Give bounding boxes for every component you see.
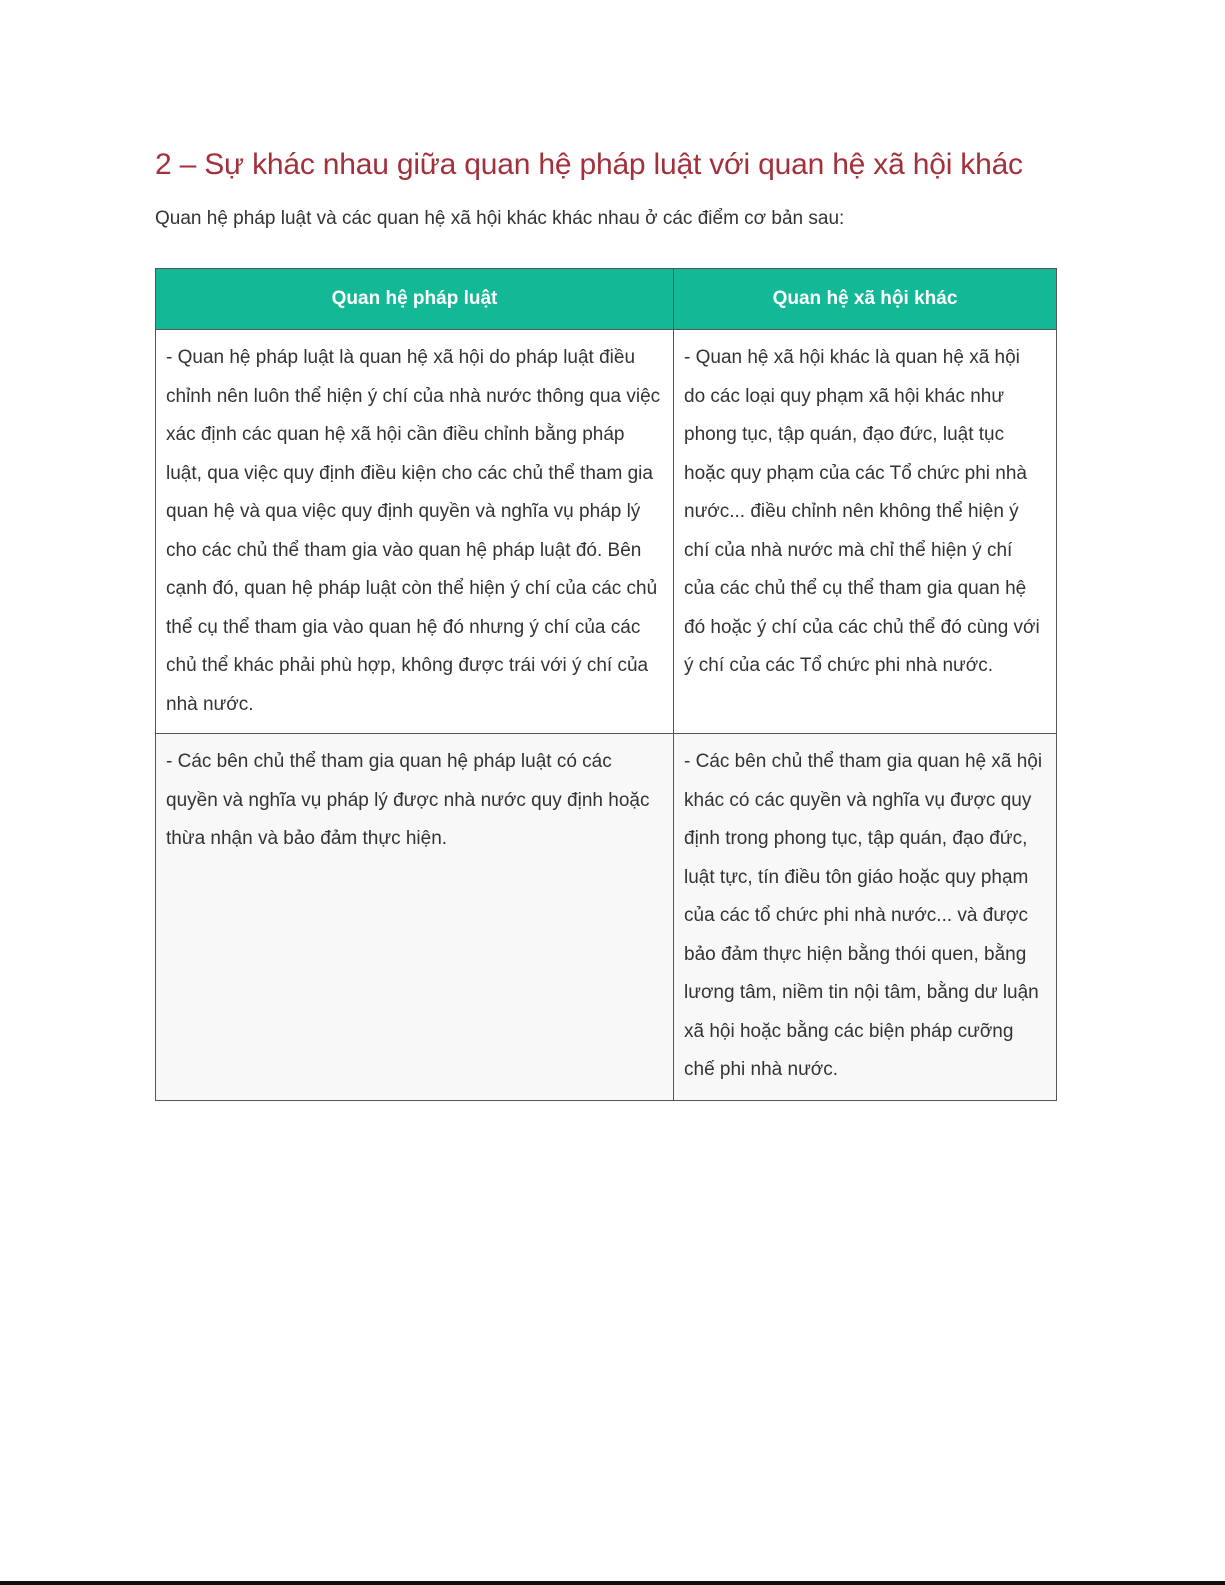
section-heading: 2 – Sự khác nhau giữa quan hệ pháp luật với quan hệ xã hội khác <box>155 148 1023 181</box>
intro-paragraph: Quan hệ pháp luật và các quan hệ xã hội khác khác nhau ở các điểm cơ bản sau: <box>155 208 845 229</box>
table-header-row <box>156 269 1057 330</box>
page-bottom-border <box>0 1581 1225 1585</box>
cell-legal-rights: - Các bên chủ thể tham gia quan hệ pháp luật có các quyền và nghĩa vụ pháp lý được nhà nước quy định hoặc thừa nhận và bảo đảm thực hiện. <box>156 734 674 1101</box>
cell-social-will: - Quan hệ xã hội khác là quan hệ xã hội do các loại quy phạm xã hội khác như phong tục, tập quán, đạo đức, luật tục hoặc quy phạm của các Tổ chức phi nhà nước... điều chỉnh nên không thể hiện ý chí của nhà nước mà chỉ thể hiện ý chí của các chủ thể cụ thể tham gia quan hệ đó hoặc ý chí của các chủ thể đó cùng với ý chí của các Tổ chức phi nhà nước. <box>674 330 1057 734</box>
cell-legal-will: - Quan hệ pháp luật là quan hệ xã hội do pháp luật điều chỉnh nên luôn thể hiện ý chí của nhà nước thông qua việc xác định các quan hệ xã hội cần điều chỉnh bằng pháp luật, qua việc quy định điều kiện cho các chủ thể tham gia quan hệ và qua việc quy định quyền và nghĩa vụ pháp lý cho các chủ thể tham gia vào quan hệ pháp luật đó. Bên cạnh đó, quan hệ pháp luật còn thể hiện ý chí của các chủ thể cụ thể tham gia vào quan hệ đó nhưng ý chí của các chủ thể khác phải phù hợp, không được trái với ý chí của nhà nước. <box>156 330 674 734</box>
table-row <box>156 734 1057 1101</box>
comparison-table <box>155 268 1057 1101</box>
table-row <box>156 330 1057 734</box>
header-legal-relation: Quan hệ pháp luật <box>156 269 674 330</box>
cell-social-rights: - Các bên chủ thể tham gia quan hệ xã hội khác có các quyền và nghĩa vụ được quy định trong phong tục, tập quán, đạo đức, luật tực, tín điều tôn giáo hoặc quy phạm của các tổ chức phi nhà nước... và được bảo đảm thực hiện bằng thói quen, bằng lương tâm, niềm tin nội tâm, bằng dư luận xã hội hoặc bằng các biện pháp cưỡng chế phi nhà nước. <box>674 734 1057 1101</box>
header-other-social-relation: Quan hệ xã hội khác <box>674 269 1057 330</box>
